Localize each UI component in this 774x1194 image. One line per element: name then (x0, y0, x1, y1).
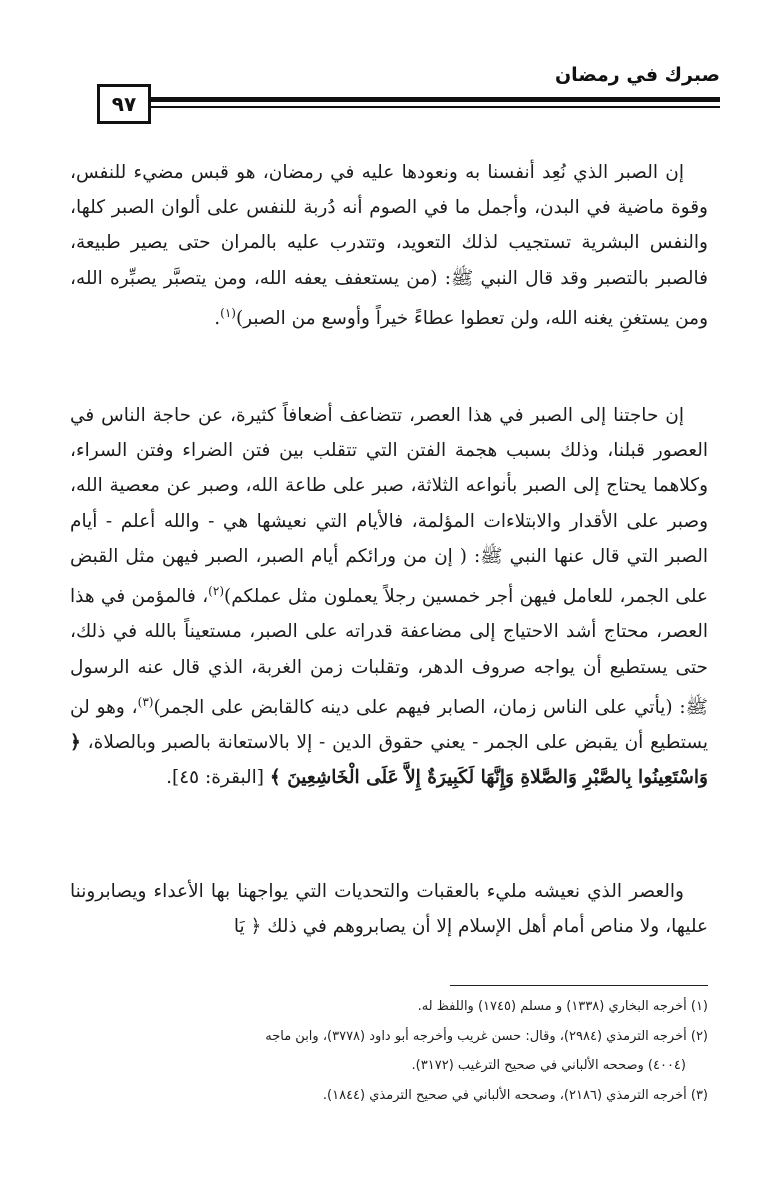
paragraph-1-text: إن الصبر الذي نُعِد أنفسنا به ونعودها عليه في رمضان، هو قبس مضيء للنفس، وقوة ماضية في البدن، وأجمل ما في الصوم أنه دُربة للنفس على ألوان الصبر كلها، والنفس البشرية تستجيب لذلك التعويد، وتتدرب عليه بالمران حتى يصير طبيعة، فالصبر بالتصبر وقد قال النبي ﷺ: (من يستعفف يعفه الله، ومن يتصبَّر يصبِّره الله، ومن يستغنِ يغنه الله، ولن تعطوا عطاءً خيراً وأوسع من الصبر) (70, 162, 708, 329)
paragraph-3 (70, 874, 708, 944)
footnote-ref-3: (٣) (137, 694, 154, 709)
paragraph-3-text: والعصر الذي نعيشه مليء بالعقبات والتحديات التي يواجهنا بها الأعداء ويصابروننا عليها، ولا مناص أمام أهل الإسلام إلا أن يصابروهم في ذلك ﴿ يَا (70, 881, 708, 938)
footnote-2-continued: (٤٠٠٤) وصححه الألباني في صحيح الترغيب (٣١٧٢). (411, 1058, 686, 1074)
page-number: ٩٧ (97, 84, 151, 124)
paragraph-2-text-a: إن حاجتنا إلى الصبر في هذا العصر، تتضاعف أضعافاً كثيرة، عن حاجة الناس في العصور قبلنا، وذلك بسبب هجمة الفتن التي تتقلب بين فتن الضراء وفتن السراء، وكلاهما يحتاج إلى الصبر بأنواعه الثلاثة، صبر على طاعة الله، وصبر عن معصية الله، وصبر على الأقدار والابتلاءات المؤلمة، فالأيام التي نعيشها هي - والله أعلم - أيام الصبر التي قال عنها النبي ﷺ: ( إن من ورائكم أيام الصبر، الصبر فيهن مثل القبض على الجمر، للعامل فيهن أجر خمسين رجلاً يعملون مثل عملكم) (70, 405, 708, 608)
footnote-ref-1: (١) (220, 305, 236, 320)
paragraph-2-text-c: ، وهو لن يستطيع أن يقبض على الجمر - يعني حقوق الدين - إلا بالاستعانة بالصبر وبالصلاة، (70, 696, 708, 754)
footnote-2: (٢) أخرجه الترمذي (٢٩٨٤)، وقال: حسن غريب وأخرجه أبو داود (٣٧٧٨)، وابن ماجه (265, 1028, 708, 1044)
quran-verse: ﴿ وَاسْتَعِينُوا بِالصَّبْرِ وَالصَّلاةِ وَإِنَّهَا لَكَبِيرَةٌ إِلاَّ عَلَى الْخَاشِعِينَ ﴾ (70, 732, 708, 789)
header-rule-thin (151, 106, 720, 108)
footnote-ref-2: (٢) (208, 584, 224, 599)
footnote-3: (٣) أخرجه الترمذي (٢١٨٦)، وصححه الألباني في صحيح الترمذي (١٨٤٤). (322, 1087, 708, 1103)
header-rule-thick (151, 97, 720, 102)
paragraph-1 (70, 155, 708, 336)
paragraph-2-text-b: ، فالمؤمن في هذا العصر، محتاج أشد الاحتياج إلى مضاعفة قدراته على الصبر، مستعيناً بالله في ذلك، حتى يستطيع أن يواجه صروف الدهر، وتقلبات زمن الغربة، الذي قال عنه الرسول ﷺ: (يأتي على الناس زمان، الصابر فيهم على دينه كالقابض على الجمر) (70, 586, 708, 718)
paragraph-2 (70, 398, 708, 796)
verse-citation: [البقرة: ٤٥]. (166, 767, 265, 789)
footnote-1: (١) أخرجه البخاري (١٣٣٨) و مسلم (١٧٤٥) واللفظ له. (417, 999, 708, 1014)
paragraph-1-end: . (214, 307, 221, 329)
running-title: صبرك في رمضان (554, 64, 720, 86)
footnote-separator (450, 985, 708, 986)
footnotes (80, 992, 708, 1110)
